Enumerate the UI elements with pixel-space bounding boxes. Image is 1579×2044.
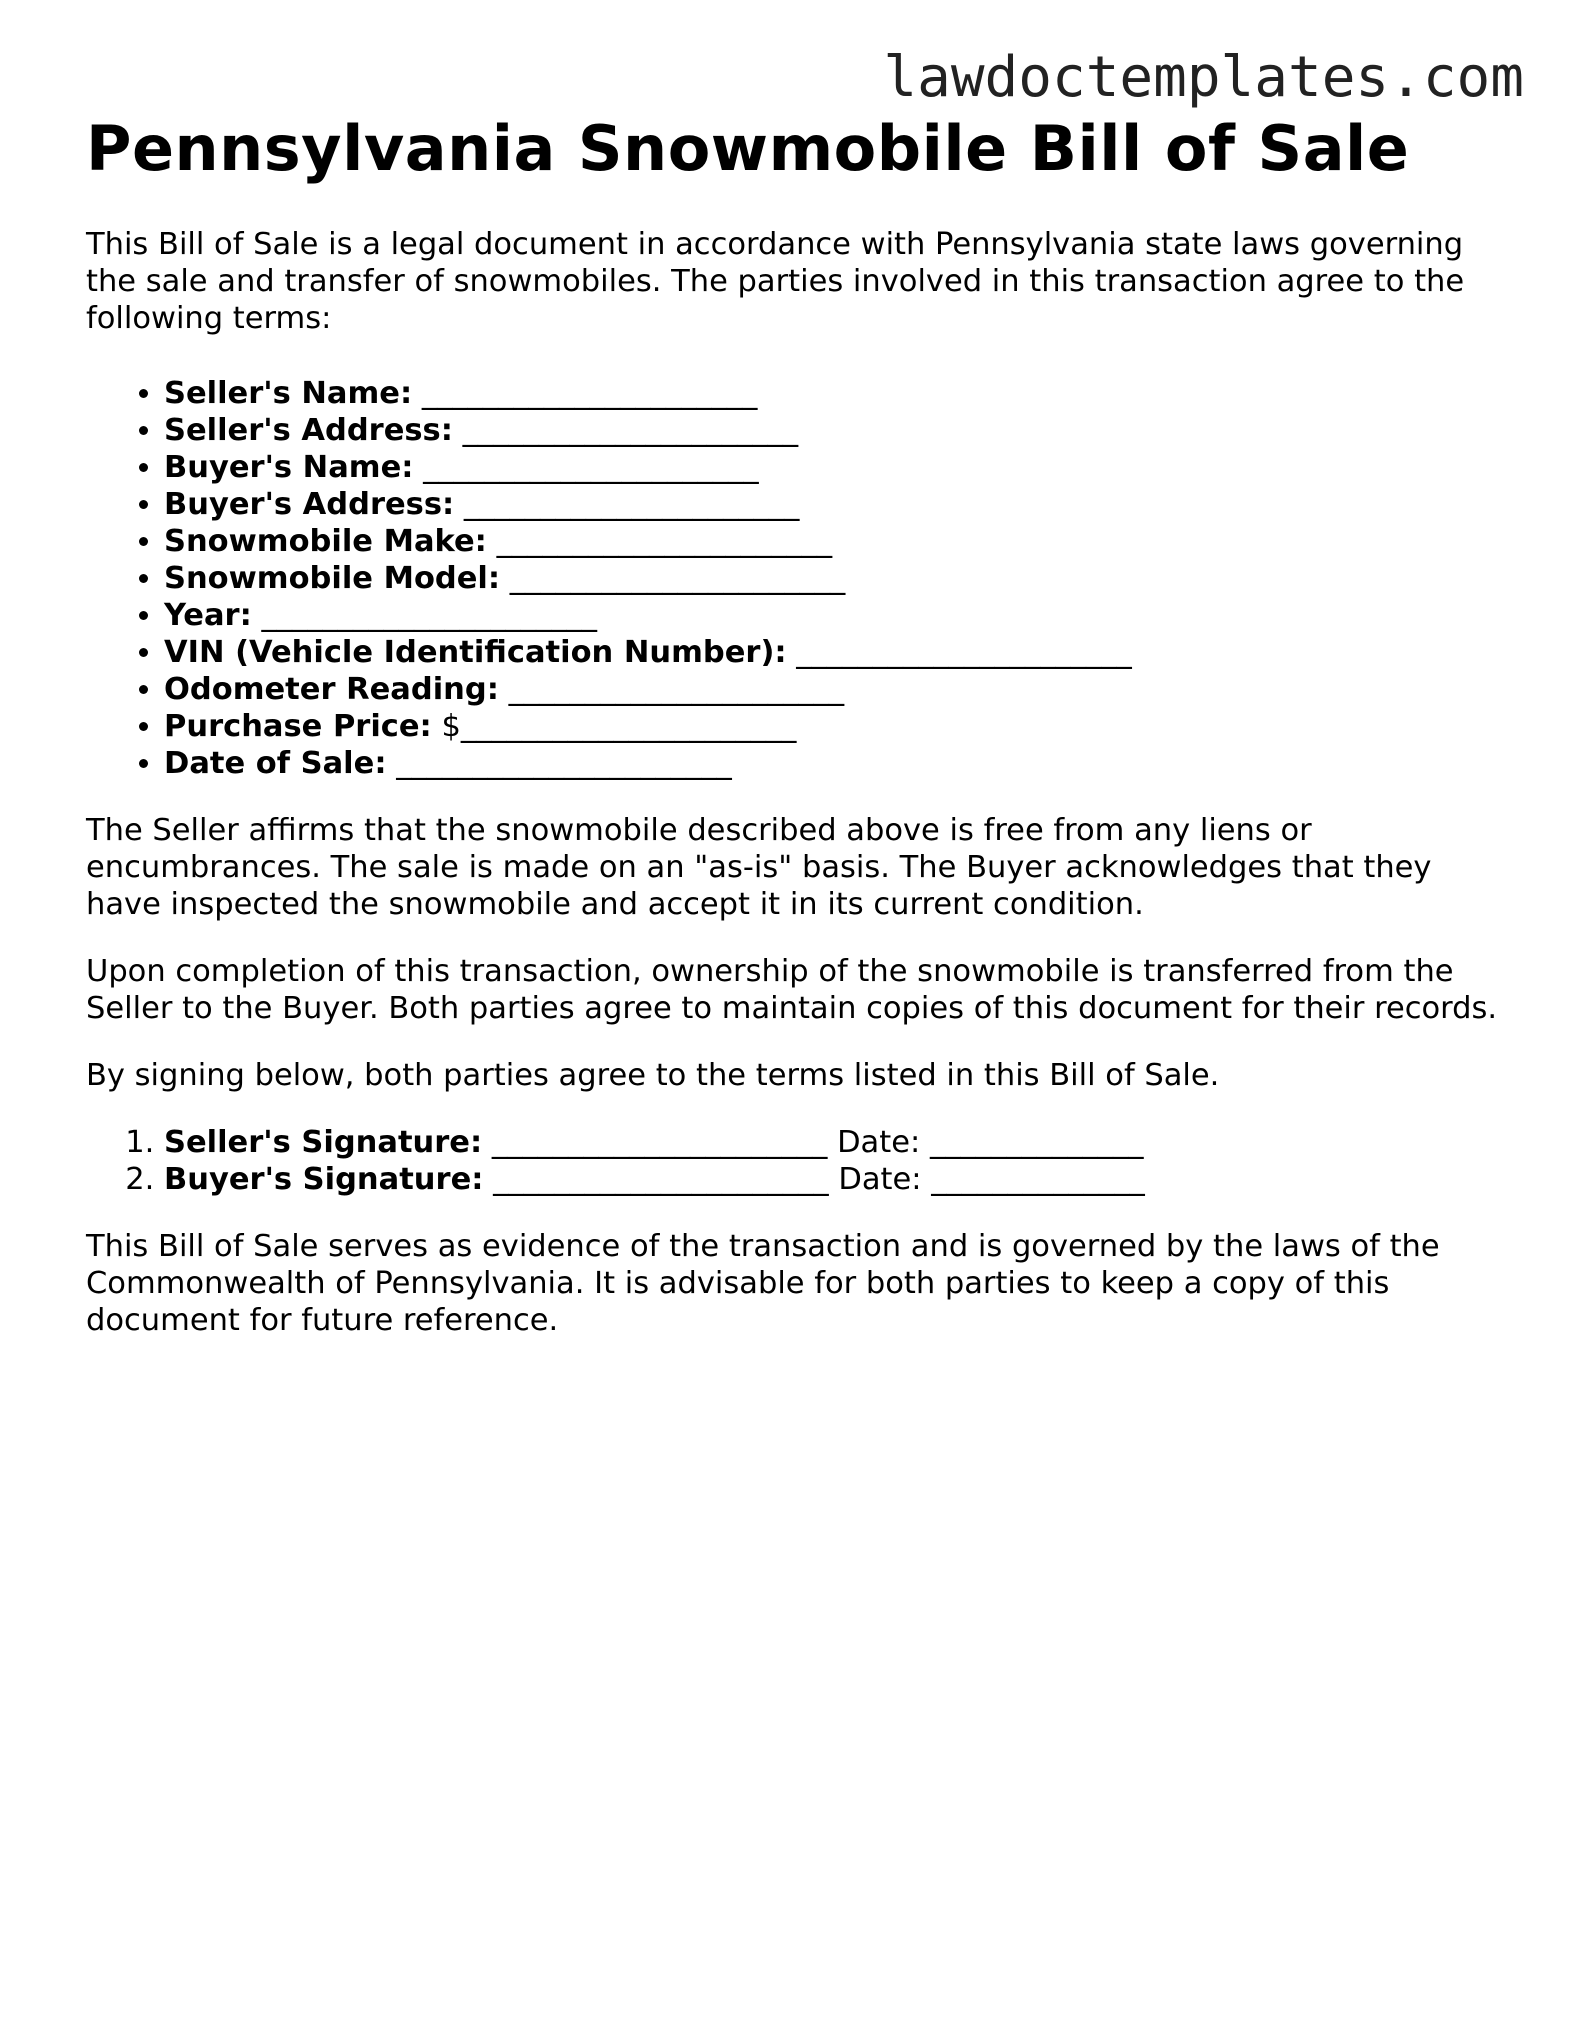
field-blank: ______________________ [486,524,833,559]
list-item-year [164,597,1506,634]
field-blank: ______________________ [454,487,800,522]
field-blank: ______________________ [498,672,845,707]
list-item-sellers-name [164,375,1506,412]
list-item-buyers-name [164,449,1506,486]
field-label: Buyer's Name: [164,450,414,485]
list-item-buyer-signature [164,1161,1506,1198]
field-label: Snowmobile Make: [164,524,487,559]
field-label: Seller's Address: [164,413,453,448]
field-blank: $______________________ [431,709,797,744]
field-blank: ______________________ [412,376,758,411]
transfer-paragraph: Upon completion of this transaction, ownership of the snowmobile is transferred from the Seller to the Buyer. Both parties agree to maintain copies of this document for their records. [86,954,1498,1026]
list-item-snowmobile-model [164,560,1506,597]
field-label: Odometer Reading: [164,672,499,707]
signature-label: Seller's Signature: [164,1125,483,1160]
list-item-sellers-address [164,412,1506,449]
closing-paragraph: This Bill of Sale serves as evidence of the transaction and is governed by the laws of the Commonwealth of Pennsylvania. It is advisable for both parties to keep a copy of this document for future reference. [86,1229,1440,1338]
page-title: Pennsylvania Snowmobile Bill of Sale [86,112,1410,185]
signature-list [86,1124,1506,1198]
date-line: ______________ [920,1125,1144,1160]
list-item-seller-signature [164,1124,1506,1161]
signing-paragraph: By signing below, both parties agree to the terms listed in this Bill of Sale. [86,1058,1220,1093]
field-blank: ______________________ [500,561,846,596]
field-label: Year: [164,598,252,633]
date-label: Date: [838,1162,922,1197]
field-blank: ______________________ [413,450,759,485]
signature-line: ______________________ [482,1125,838,1160]
field-label: Purchase Price: [164,709,432,744]
field-blank: ______________________ [386,746,732,781]
list-item-snowmobile-make [164,523,1506,560]
field-blank: ______________________ [452,413,799,448]
field-label: Snowmobile Model: [164,561,501,596]
list-item-vin [164,634,1506,671]
field-blank: ______________________ [786,635,1132,670]
signature-line: ______________________ [483,1162,839,1197]
date-line: ______________ [921,1162,1145,1197]
field-list [86,375,1506,782]
field-blank: ______________________ [251,598,597,633]
intro-paragraph: This Bill of Sale is a legal document in accordance with Pennsylvania state laws governing the sale and transfer of snowmobiles. The parties involved in this transaction agree to the following terms: [86,227,1465,336]
field-label: Seller's Name: [164,376,413,411]
field-label: Date of Sale: [164,746,387,781]
field-label: Buyer's Address: [164,487,455,522]
list-item-buyers-address [164,486,1506,523]
list-item-purchase-price [164,708,1506,745]
list-item-date-of-sale [164,745,1506,782]
date-label: Date: [837,1125,921,1160]
signature-label: Buyer's Signature: [164,1162,484,1197]
field-label: VIN (Vehicle Identification Number): [164,635,787,670]
document-body [86,110,1506,1339]
watermark: lawdoctemplates.com [883,45,1524,110]
list-item-odometer-reading [164,671,1506,708]
affirmation-paragraph: The Seller affirms that the snowmobile described above is free from any liens or encumbrances. The sale is made on an "as-is" basis. The Buyer acknowledges that they have inspected the snowmobile and accept it in its current condition. [86,813,1432,922]
